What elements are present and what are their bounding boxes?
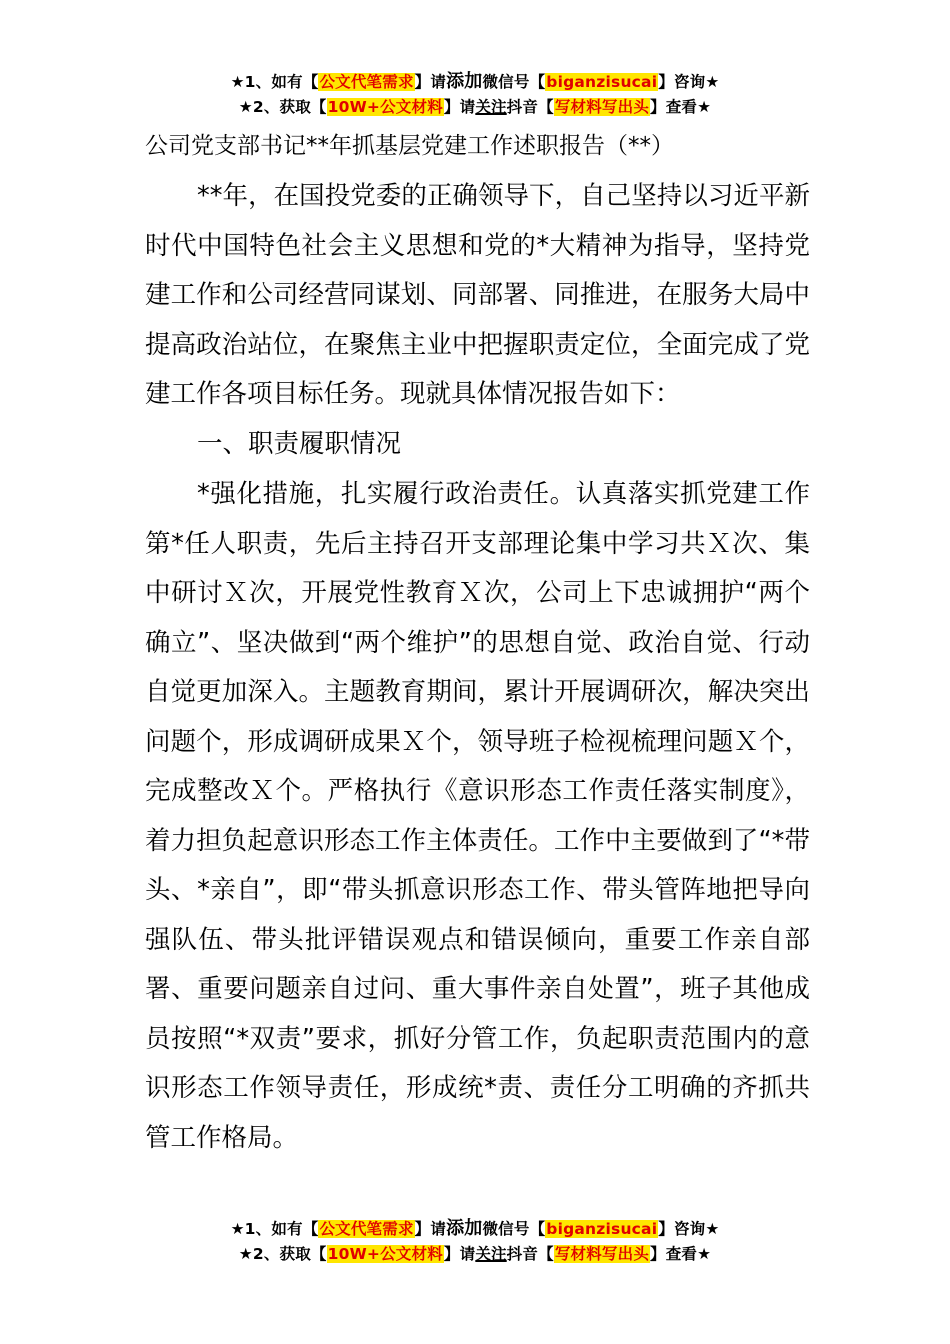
highlight-service: 公文代笔需求: [319, 73, 414, 91]
highlight-douyin: 写材料写出头: [554, 1245, 650, 1263]
banner-text: ★1、如有【: [230, 73, 319, 91]
highlight-service: 公文代笔需求: [319, 1220, 414, 1238]
document-title: 公司党支部书记**年抓基层党建工作述职报告（**）: [145, 133, 674, 159]
banner-text: 】请: [414, 73, 447, 91]
highlight-wechat-id: biganzisucai: [546, 73, 658, 91]
banner-text: ★2、获取【: [238, 1245, 327, 1263]
highlight-wechat-id: biganzisucai: [546, 1220, 658, 1238]
section-body-paragraph: *强化措施，扎实履行政治责任。认真落实抓党建工作第*任人职责，先后主持召开支部理论集中学习共Ｘ次、集中研讨Ｘ次，开展党性教育Ｘ次，公司上下忠诚拥护“两个确立”、坚决做到“两个维护”的思想自觉、政治自觉、行动自觉更加深入。主题教育期间，累计开展调研次，解决突出问题个，形成调研成果Ｘ个，领导班子检视梳理问题Ｘ个，完成整改Ｘ个。严格执行《意识形态工作责任落实制度》，着力担负起意识形态工作主体责任。工作中主要做到了“*带头、*亲自”，即“带头抓意识形态工作、带头管阵地把导向强队伍、带头批评错误观点和错误倾向，重要工作亲自部署、重要问题亲自过问、重大事件亲自处置”，班子其他成员按照“*双责”要求，抓好分管工作，负起职责范围内的意识形态工作领导责任，形成统*责、责任分工明确的齐抓共管工作格局。: [145, 479, 810, 1153]
footer-banner: [0, 1216, 950, 1267]
banner-emphasis: 关注: [475, 98, 507, 116]
highlight-materials: 10W+公文材料: [327, 1245, 443, 1263]
banner-text: 】请: [414, 1220, 447, 1238]
banner-line-2: [0, 95, 950, 120]
banner-line-2: [0, 1242, 950, 1267]
banner-text: 】咨询★: [658, 73, 720, 91]
banner-text: 微信号【: [482, 73, 546, 91]
banner-line-1: [0, 69, 950, 95]
banner-text: 】请: [443, 98, 476, 116]
highlight-douyin: 写材料写出头: [554, 98, 650, 116]
banner-text: ★2、获取【: [238, 98, 327, 116]
section-heading: 一、职责履职情况: [197, 429, 402, 459]
header-banner: [0, 69, 950, 120]
banner-text: 抖音【: [506, 1245, 554, 1263]
banner-emphasis: 关注: [475, 1245, 507, 1263]
intro-paragraph: **年，在国投党委的正确领导下，自己坚持以习近平新时代中国特色社会主义思想和党的*大精神为指导，坚持党建工作和公司经营同谋划、同部署、同推进，在服务大局中提高政治站位，在聚焦主业中把握职责定位，全面完成了党建工作各项目标任务。现就具体情况报告如下：: [145, 181, 810, 409]
banner-line-1: [0, 1216, 950, 1242]
highlight-materials: 10W+公文材料: [327, 98, 443, 116]
banner-emphasis: 添加: [446, 71, 483, 92]
banner-text: ★1、如有【: [230, 1220, 319, 1238]
banner-text: 】查看★: [650, 1245, 712, 1263]
banner-text: 】请: [443, 1245, 476, 1263]
banner-text: 微信号【: [482, 1220, 546, 1238]
banner-text: 抖音【: [506, 98, 554, 116]
banner-emphasis: 添加: [446, 1218, 483, 1239]
banner-text: 】查看★: [650, 98, 712, 116]
banner-text: 】咨询★: [658, 1220, 720, 1238]
